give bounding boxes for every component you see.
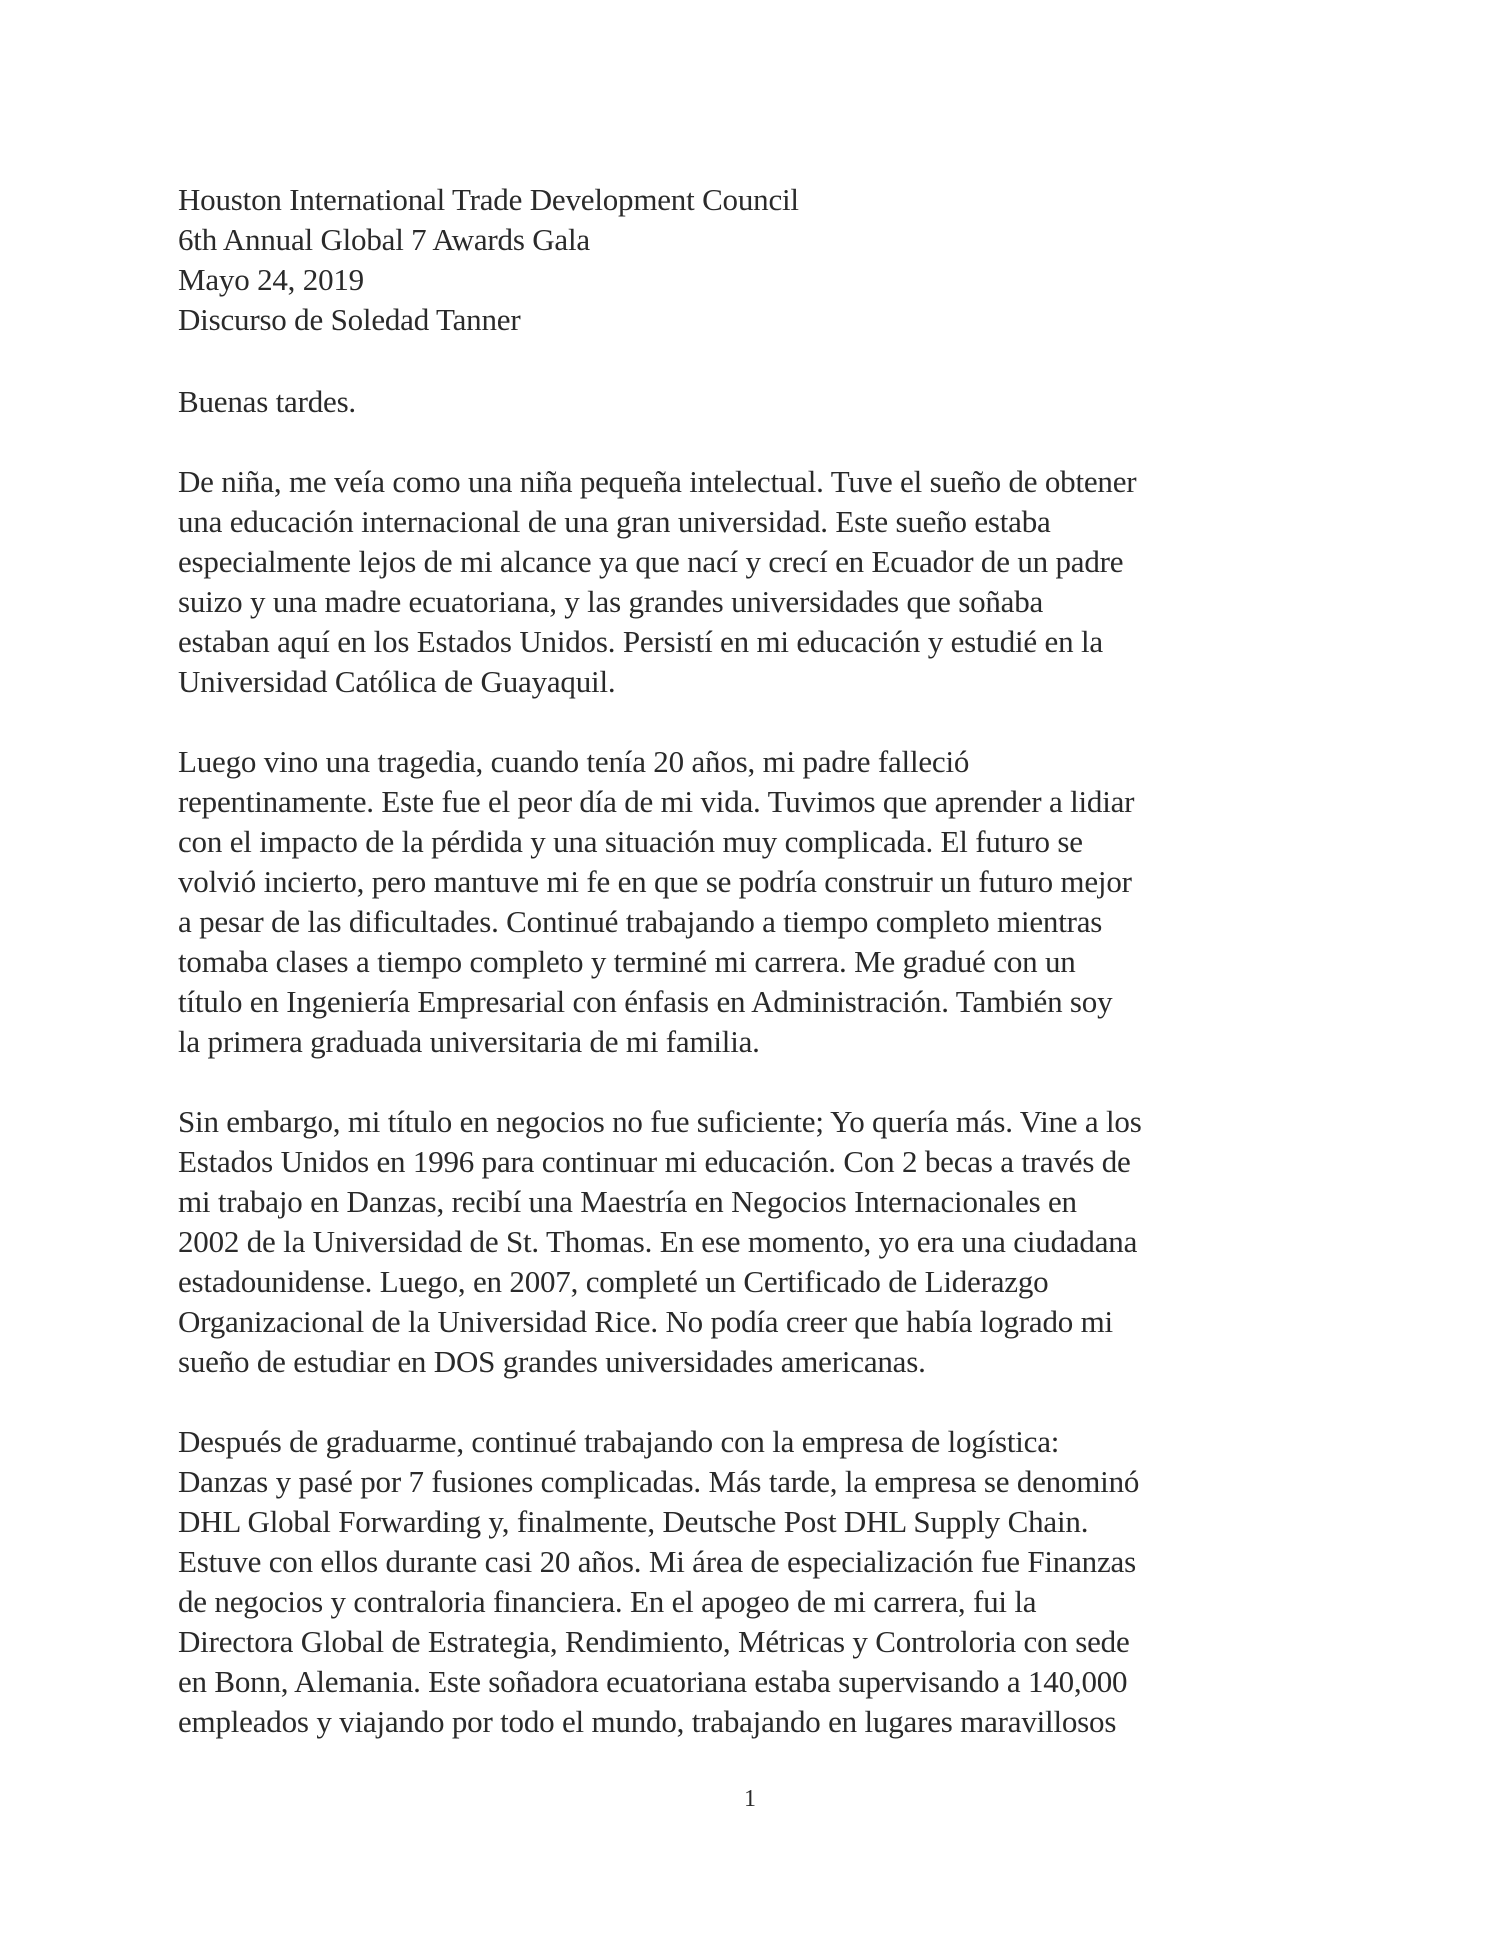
- paragraph-line: suizo y una madre ecuatoriana, y las grandes universidades que soñaba: [178, 584, 1044, 619]
- document-header: [178, 180, 1358, 340]
- paragraph-line: sueño de estudiar en DOS grandes universidades americanas.: [178, 1344, 926, 1379]
- paragraph-line: a pesar de las dificultades. Continué trabajando a tiempo completo mientras: [178, 904, 1103, 939]
- header-organization: Houston International Trade Development Council: [178, 182, 799, 217]
- paragraph-1: [178, 462, 1358, 702]
- paragraph-line: Estuve con ellos durante casi 20 años. Mi área de especialización fue Finanzas: [178, 1544, 1136, 1579]
- paragraph-line: en Bonn, Alemania. Este soñadora ecuatoriana estaba supervisando a 140,000: [178, 1664, 1128, 1699]
- paragraph-line: con el impacto de la pérdida y una situación muy complicada. El futuro se: [178, 824, 1083, 859]
- paragraph-line: Directora Global de Estrategia, Rendimiento, Métricas y Controloria con sede: [178, 1624, 1130, 1659]
- paragraph-line: volvió incierto, pero mantuve mi fe en que se podría construir un futuro mejor: [178, 864, 1132, 899]
- paragraph-line: Organizacional de la Universidad Rice. No podía creer que había logrado mi: [178, 1304, 1113, 1339]
- paragraph-line: Danzas y pasé por 7 fusiones complicadas. Más tarde, la empresa se denominó: [178, 1464, 1140, 1499]
- paragraph-line: 2002 de la Universidad de St. Thomas. En ese momento, yo era una ciudadana: [178, 1224, 1138, 1259]
- paragraph-line: especialmente lejos de mi alcance ya que nací y crecí en Ecuador de un padre: [178, 544, 1124, 579]
- paragraph-line: DHL Global Forwarding y, finalmente, Deutsche Post DHL Supply Chain.: [178, 1504, 1089, 1539]
- paragraph-line: empleados y viajando por todo el mundo, trabajando en lugares maravillosos: [178, 1704, 1117, 1739]
- paragraph-line: mi trabajo en Danzas, recibí una Maestría en Negocios Internacionales en: [178, 1184, 1077, 1219]
- paragraph-line: Luego vino una tragedia, cuando tenía 20 años, mi padre falleció: [178, 744, 970, 779]
- paragraph-line: título en Ingeniería Empresarial con énfasis en Administración. También soy: [178, 984, 1113, 1019]
- paragraph-4: [178, 1422, 1358, 1742]
- paragraph-2: [178, 742, 1358, 1062]
- header-date: Mayo 24, 2019: [178, 262, 364, 297]
- header-speech-title: Discurso de Soledad Tanner: [178, 302, 521, 337]
- greeting: [178, 382, 1358, 422]
- paragraph-line: De niña, me veía como una niña pequeña intelectual. Tuve el sueño de obtener: [178, 464, 1137, 499]
- paragraph-line: Sin embargo, mi título en negocios no fue suficiente; Yo quería más. Vine a los: [178, 1104, 1142, 1139]
- paragraph-line: Después de graduarme, continué trabajando con la empresa de logística:: [178, 1424, 1060, 1459]
- greeting-text: Buenas tardes.: [178, 384, 356, 419]
- paragraph-line: tomaba clases a tiempo completo y terminé mi carrera. Me gradué con un: [178, 944, 1076, 979]
- header-event: 6th Annual Global 7 Awards Gala: [178, 222, 590, 257]
- paragraph-line: Estados Unidos en 1996 para continuar mi educación. Con 2 becas a través de: [178, 1144, 1131, 1179]
- paragraph-line: una educación internacional de una gran universidad. Este sueño estaba: [178, 504, 1051, 539]
- paragraph-line: Universidad Católica de Guayaquil.: [178, 664, 616, 699]
- paragraph-line: de negocios y contraloria financiera. En el apogeo de mi carrera, fui la: [178, 1584, 1037, 1619]
- paragraph-line: estadounidense. Luego, en 2007, completé un Certificado de Liderazgo: [178, 1264, 1049, 1299]
- page-number: 1: [744, 1786, 756, 1812]
- paragraph-line: repentinamente. Este fue el peor día de mi vida. Tuvimos que aprender a lidiar: [178, 784, 1135, 819]
- paragraph-3: [178, 1102, 1358, 1382]
- paragraph-line: estaban aquí en los Estados Unidos. Persistí en mi educación y estudié en la: [178, 624, 1103, 659]
- paragraph-line: la primera graduada universitaria de mi familia.: [178, 1024, 760, 1059]
